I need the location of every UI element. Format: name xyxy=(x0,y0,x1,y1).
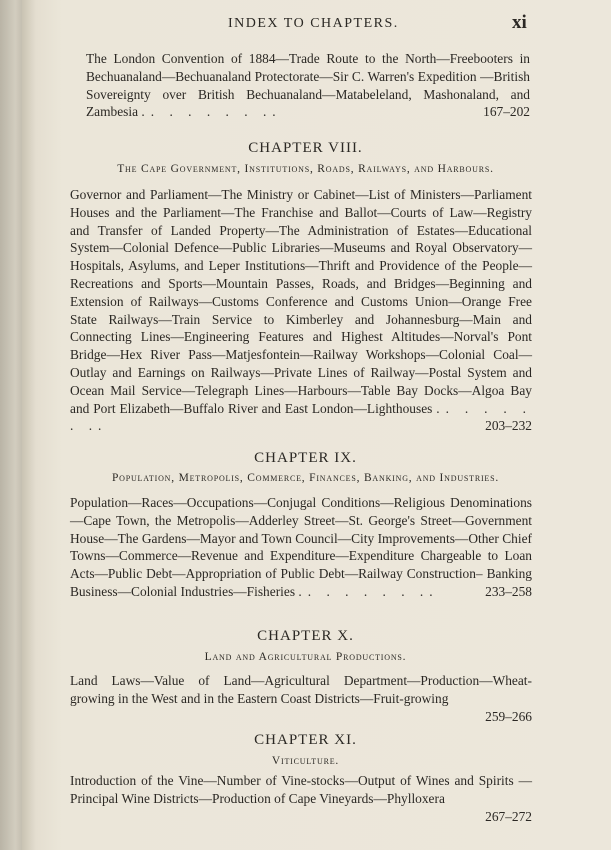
book-gutter xyxy=(0,0,22,850)
chapter-viii-subtitle: The Cape Government, Institutions, Roads, Railways, and Harbours. xyxy=(117,163,494,175)
chapter-xi-text: Introduction of the Vine—Number of Vine-stocks—Output of Wines and Spirits —Principal Wine Districts—Production of Cape Vineyards—Phylloxera xyxy=(70,773,532,806)
chapter-x-range: 259–266 xyxy=(485,708,532,724)
chapter-ix-text: Population—Races—Occupations—Conjugal Conditions—Religious Denominations—Cape Town, the Metropolis—Adderley Street—St. George's Street—Government House—The Gardens—Mayor and Town Council—City Improvements—Other Chief Towns—Commerce—Revenue and Expenditure—Expenditure Chargeable to Loan Acts—Public Debt—Appropriation of Public Debt—Railway Construction– Banking Business—Colonial Industries—Fisheries xyxy=(70,495,532,599)
chapter-ix-subtitle: Population, Metropolis, Commerce, Finances, Banking, and Industries. xyxy=(111,472,500,484)
chapter-xi-entry xyxy=(70,772,532,825)
intro-entry: The London Convention of 1884—Trade Route to the North—Freebooters in Bechuanaland—Bechuanaland Protectorate—Sir C. Warren's Expedition —British Sovereignty over British Bechuanaland—Matabeleland, Mashonaland, and Zambesia .. . . . . . .. 167–202 xyxy=(86,51,530,120)
chapter-viii-range: 203–232 xyxy=(485,418,532,434)
chapter-ix-range: 233–258 xyxy=(485,583,532,599)
header-title: INDEX TO CHAPTERS. xyxy=(228,16,399,31)
chapter-x-title: CHAPTER X. xyxy=(257,628,354,644)
chapter-x-text: Land Laws—Value of Land—Agricultural Department—Production—Wheat-growing in the West and in the Eastern Coast Districts—Fruit-growing xyxy=(70,673,532,706)
chapter-x-entry xyxy=(70,672,532,725)
chapter-xi-title: CHAPTER XI. xyxy=(254,732,357,748)
chapter-viii-title: CHAPTER VIII. xyxy=(248,140,363,156)
chapter-viii-entry: Governor and Parliament—The Ministry or Cabinet—List of Ministers—Parliament Houses and the Parliament—The Franchise and Ballot—Courts of Law—Registry and Transfer of Landed Property—The Administration of Estates—Educational System—Colonial Defence—Public Libraries—Museums and Royal Observatory—Hospitals, Asylums, and Leper Institutions—Thrift and Providence of the People—Recreations and Sports—Mountain Passes, Roads, and Bridges—Beginning and Extension of Railways—Customs Conference and Customs Union—Orange Free State Railways—Train Service to Kimberley and Johannesburg—Main and Connecting Lines—Engineering Features and Highest Altitudes—Norval's Pont Bridge—Hex River Pass—Matjesfontein—Railway Workshops—Colonial Coal—Outlay and Earnings on Railways—Private Lines of Railway—Postal System and Ocean Mail Service—Telegraph Lines—Harbours—Table Bay Docks—Algoa Bay and Port Elizabeth—Buffalo River and East London—Lighthouses .. . . . . . .. 203–232 xyxy=(70,187,532,434)
chapter-x-subtitle: Land and Agricultural Productions. xyxy=(204,651,407,663)
intro-text: The London Convention of 1884—Trade Route to the North—Freebooters in Bechuanaland—Bechuanaland Protectorate—Sir C. Warren's Expedition —British Sovereignty over British Bechuanaland—Matabeleland, Mashonaland, and Zambesia xyxy=(86,51,530,120)
intro-range: 167–202 xyxy=(483,104,530,120)
running-header xyxy=(0,10,611,38)
chapter-xi-range: 267–272 xyxy=(485,808,532,824)
chapter-xi-subtitle: Viticulture. xyxy=(271,755,340,767)
chapter-ix-entry: Population—Races—Occupations—Conjugal Conditions—Religious Denominations—Cape Town, the Metropolis—Adderley Street—St. George's Street—Government House—The Gardens—Mayor and Town Council—City Improvements—Other Chief Towns—Commerce—Revenue and Expenditure—Expenditure Chargeable to Loan Acts—Public Debt—Appropriation of Public Debt—Railway Construction– Banking Business—Colonial Industries—Fisheries .. . . . . . .. 233–258 xyxy=(70,495,532,599)
page-number: xi xyxy=(512,12,527,33)
chapter-ix-title: CHAPTER IX. xyxy=(254,450,357,466)
chapter-viii-text: Governor and Parliament—The Ministry or Cabinet—List of Ministers—Parliament Houses and the Parliament—The Franchise and Ballot—Courts of Law—Registry and Transfer of Landed Property—The Administration of Estates—Educational System—Colonial Defence—Public Libraries—Museums and Royal Observatory—Hospitals, Asylums, and Leper Institutions—Thrift and Providence of the People—Recreations and Sports—Mountain Passes, Roads, and Bridges—Beginning and Extension of Railways—Customs Conference and Customs Union—Orange Free State Railways—Train Service to Kimberley and Johannesburg—Main and Connecting Lines—Engineering Features and Highest Altitudes—Norval's Pont Bridge—Hex River Pass—Matjesfontein—Railway Workshops—Colonial Coal—Outlay and Earnings on Railways—Private Lines of Railway—Postal System and Ocean Mail Service—Telegraph Lines—Harbours—Table Bay Docks—Algoa Bay and Port Elizabeth—Buffalo River and East London—Lighthouses xyxy=(70,187,532,416)
